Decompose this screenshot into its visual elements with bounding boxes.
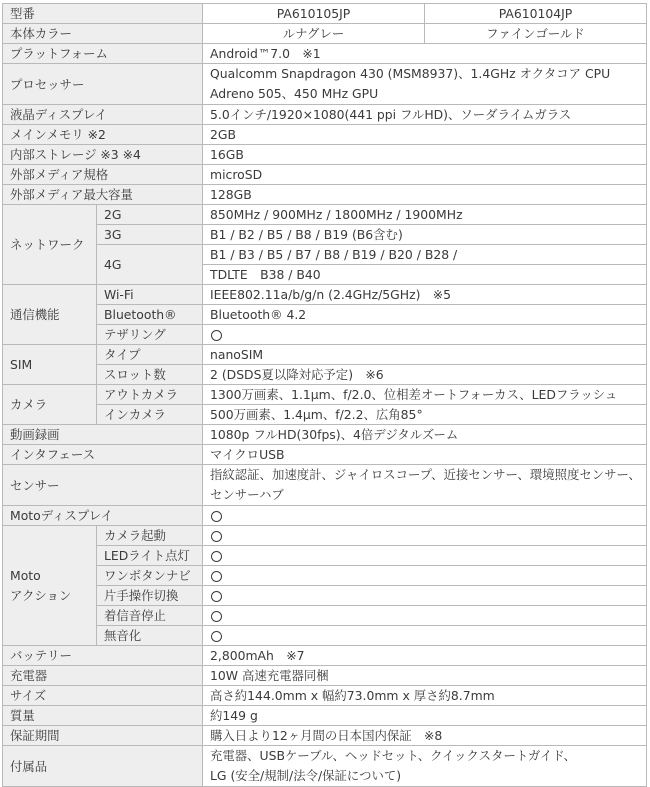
accessories-label: 付属品: [3, 746, 203, 787]
sensor-row: [3, 465, 647, 506]
video-value: 1080p フルHD(30fps)、4倍デジタルズーム: [203, 425, 647, 445]
camera-in-label: インカメラ: [97, 405, 203, 425]
bluetooth-label: Bluetooth®: [97, 305, 203, 325]
charger-value: 10W 高速充電器同梱: [203, 666, 647, 686]
sim-slot-row: [3, 365, 647, 385]
sim-label: SIM: [3, 345, 97, 385]
video-label: 動画録画: [3, 425, 203, 445]
moto-action-sub-label: LEDライト点灯: [97, 546, 203, 566]
network-2g-row: [3, 205, 647, 225]
camera-label: カメラ: [3, 385, 97, 425]
platform-row: [3, 44, 647, 64]
network-label: ネットワーク: [3, 205, 97, 285]
platform-label: プラットフォーム: [3, 44, 203, 64]
sensor-line-1: 指紋認証、加速度計、ジャイロスコープ、近接センサー、環境照度センサー、: [210, 467, 641, 482]
sensor-label: センサー: [3, 465, 203, 506]
color-value-1: ルナグレー: [203, 24, 425, 44]
interface-row: [3, 445, 647, 465]
warranty-value: 購入日より12ヶ月間の日本国内保証 ※8: [203, 726, 647, 746]
sim-type-row: [3, 345, 647, 365]
moto-action-sub-label: ワンボタンナビ: [97, 566, 203, 586]
moto-action-label: [3, 526, 97, 646]
supported-circle-icon: [211, 511, 222, 522]
weight-value: 約149 g: [203, 706, 647, 726]
accessories-line-1: 充電器、USBケーブル、ヘッドセット、クイックスタートガイド、: [210, 748, 576, 763]
network-2g-label: 2G: [97, 205, 203, 225]
tethering-row: [3, 325, 647, 345]
wifi-row: [3, 285, 647, 305]
network-4g-label: 4G: [97, 245, 203, 285]
supported-circle-icon: [211, 531, 222, 542]
supported-circle-icon: [211, 631, 222, 642]
camera-in-value: 500万画素、1.4μm、f/2.2、広角85°: [203, 405, 647, 425]
processor-label: プロセッサー: [3, 64, 203, 105]
memory-value: 2GB: [203, 125, 647, 145]
video-row: [3, 425, 647, 445]
model-label: 型番: [3, 4, 203, 24]
ext-media-max-row: [3, 185, 647, 205]
moto-action-row-5: [3, 606, 647, 626]
moto-action-row-2: [3, 546, 647, 566]
supported-circle-icon: [211, 330, 222, 341]
camera-in-row: [3, 405, 647, 425]
processor-line-1: Qualcomm Snapdragon 430 (MSM8937)、1.4GHz オクタコア CPU: [210, 66, 611, 81]
accessories-value: [203, 746, 647, 787]
tethering-value: [203, 325, 647, 345]
charger-row: [3, 666, 647, 686]
camera-out-label: アウトカメラ: [97, 385, 203, 405]
interface-label: インタフェース: [3, 445, 203, 465]
supported-circle-icon: [211, 551, 222, 562]
ext-media-row: [3, 165, 647, 185]
ext-media-label: 外部メディア規格: [3, 165, 203, 185]
moto-action-label-line-2: アクション: [10, 587, 72, 603]
sim-slot-label: スロット数: [97, 365, 203, 385]
battery-value: 2,800mAh ※7: [203, 646, 647, 666]
moto-action-row-3: [3, 566, 647, 586]
bluetooth-row: [3, 305, 647, 325]
size-value: 高さ約144.0mm x 幅約73.0mm x 厚さ約8.7mm: [203, 686, 647, 706]
moto-action-sub-label: 着信音停止: [97, 606, 203, 626]
processor-line-2: Adreno 505、450 MHz GPU: [210, 86, 379, 101]
memory-label: メインメモリ ※2: [3, 125, 203, 145]
sensor-line-2: センサーハブ: [210, 487, 284, 502]
interface-value: マイクロUSB: [203, 445, 647, 465]
network-3g-label: 3G: [97, 225, 203, 245]
moto-action-value: [203, 586, 647, 606]
comm-label: 通信機能: [3, 285, 97, 345]
moto-action-row-1: [3, 526, 647, 546]
moto-action-value: [203, 526, 647, 546]
battery-label: バッテリー: [3, 646, 203, 666]
accessories-row: [3, 746, 647, 787]
moto-action-value: [203, 606, 647, 626]
supported-circle-icon: [211, 571, 222, 582]
moto-action-value: [203, 566, 647, 586]
network-3g-value: B1 / B2 / B5 / B8 / B19 (B6含む): [203, 225, 647, 245]
moto-action-sub-label: 片手操作切換: [97, 586, 203, 606]
wifi-label: Wi-Fi: [97, 285, 203, 305]
warranty-label: 保証期間: [3, 726, 203, 746]
moto-action-value: [203, 546, 647, 566]
camera-out-row: [3, 385, 647, 405]
wifi-value: IEEE802.11a/b/g/n (2.4GHz/5GHz) ※5: [203, 285, 647, 305]
network-4g-line-1: B1 / B3 / B5 / B7 / B8 / B19 / B20 / B28 /: [203, 245, 647, 265]
ext-media-value: microSD: [203, 165, 647, 185]
sensor-value: [203, 465, 647, 506]
display-label: 液晶ディスプレイ: [3, 105, 203, 125]
moto-action-sub-label: カメラ起動: [97, 526, 203, 546]
moto-display-row: [3, 506, 647, 526]
moto-display-label: Motoディスプレイ: [3, 506, 203, 526]
display-row: [3, 105, 647, 125]
moto-display-value: [203, 506, 647, 526]
warranty-row: [3, 726, 647, 746]
processor-row: [3, 64, 647, 105]
ext-media-max-label: 外部メディア最大容量: [3, 185, 203, 205]
model-name-1: PA610105JP: [203, 4, 425, 24]
size-row: [3, 686, 647, 706]
color-row: [3, 24, 647, 44]
processor-value: [203, 64, 647, 105]
storage-row: [3, 145, 647, 165]
sim-slot-value: 2 (DSDS夏以降対応予定) ※6: [203, 365, 647, 385]
model-name-2: PA610104JP: [425, 4, 647, 24]
size-label: サイズ: [3, 686, 203, 706]
supported-circle-icon: [211, 591, 222, 602]
color-label: 本体カラー: [3, 24, 203, 44]
camera-out-value: 1300万画素、1.1μm、f/2.0、位相差オートフォーカス、LEDフラッシュ: [203, 385, 647, 405]
charger-label: 充電器: [3, 666, 203, 686]
network-4g-line-2: TDLTE B38 / B40: [203, 265, 647, 285]
sim-type-value: nanoSIM: [203, 345, 647, 365]
moto-action-label-line-1: Moto: [10, 567, 41, 583]
tethering-label: テザリング: [97, 325, 203, 345]
network-2g-value: 850MHz / 900MHz / 1800MHz / 1900MHz: [203, 205, 647, 225]
network-4g-row: [3, 245, 647, 265]
moto-action-sub-label: 無音化: [97, 626, 203, 646]
ext-media-max-value: 128GB: [203, 185, 647, 205]
display-value: 5.0インチ/1920×1080(441 ppi フルHD)、ソーダライムガラス: [203, 105, 647, 125]
spec-table: [2, 3, 647, 787]
supported-circle-icon: [211, 611, 222, 622]
moto-action-row-4: [3, 586, 647, 606]
battery-row: [3, 646, 647, 666]
accessories-line-2: LG (安全/規制/法令/保証について): [210, 768, 402, 783]
storage-label: 内部ストレージ ※3 ※4: [3, 145, 203, 165]
model-row: [3, 4, 647, 24]
platform-value: Android™7.0 ※1: [203, 44, 647, 64]
memory-row: [3, 125, 647, 145]
bluetooth-value: Bluetooth® 4.2: [203, 305, 647, 325]
moto-action-value: [203, 626, 647, 646]
network-3g-row: [3, 225, 647, 245]
storage-value: 16GB: [203, 145, 647, 165]
weight-label: 質量: [3, 706, 203, 726]
sim-type-label: タイプ: [97, 345, 203, 365]
weight-row: [3, 706, 647, 726]
color-value-2: ファインゴールド: [425, 24, 647, 44]
moto-action-row-6: [3, 626, 647, 646]
